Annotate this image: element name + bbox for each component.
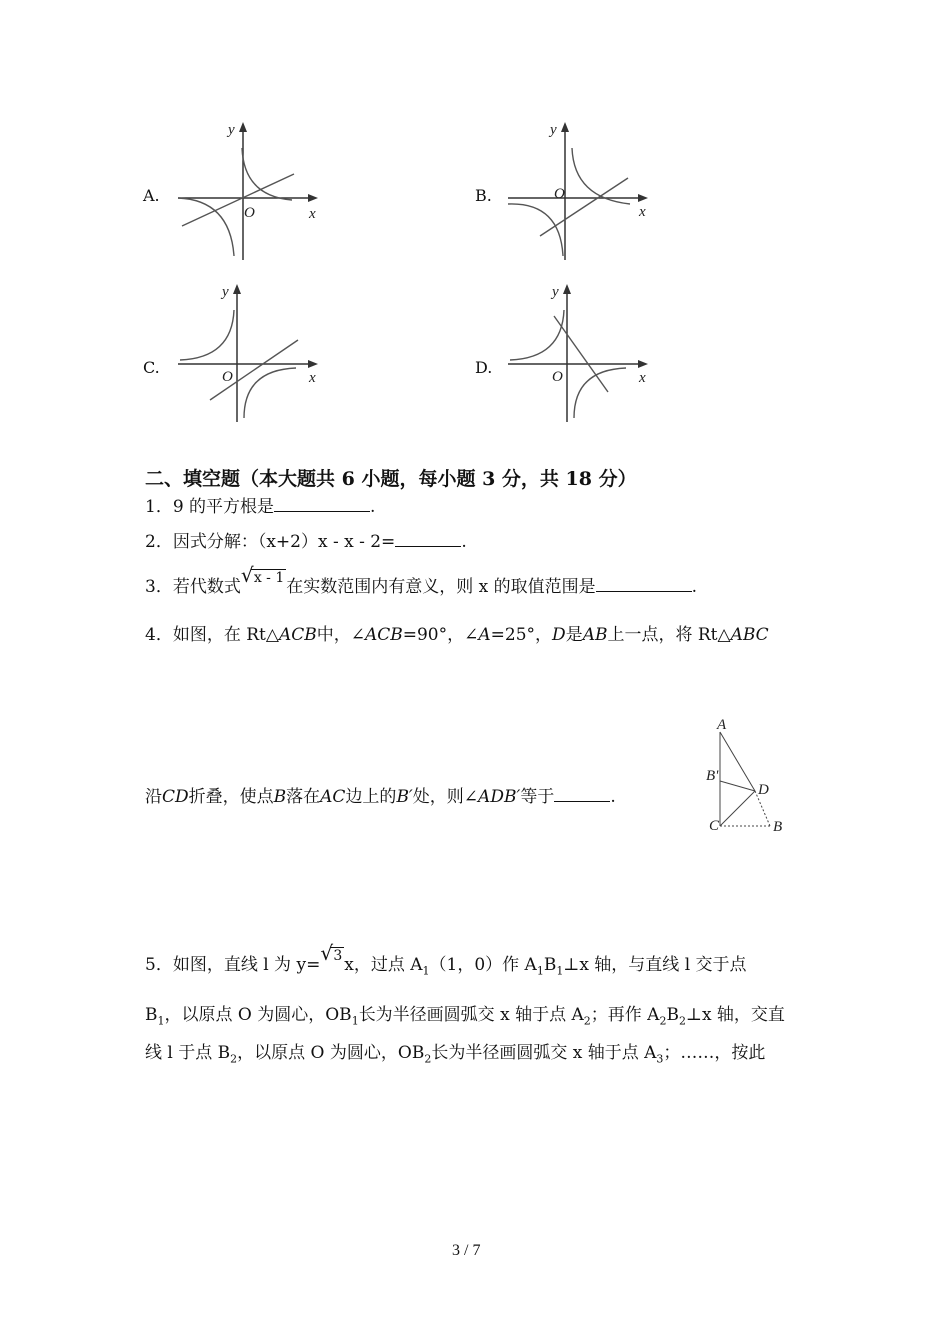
option-b-graph (500, 118, 660, 268)
question-1-end: . (370, 497, 376, 517)
q4-var: D (552, 625, 566, 645)
sqrt-3: √ 3 (320, 941, 343, 965)
q5-text: B (543, 955, 557, 975)
option-a-label: A. (143, 186, 160, 205)
question-2 (145, 527, 467, 552)
q5-sub: 1 (157, 1014, 165, 1028)
q4-text: 折叠，使点 (188, 787, 274, 807)
fig-label-bp: B' (706, 768, 719, 784)
question-4-line-1 (145, 620, 769, 645)
option-d-origin-label: O (552, 369, 563, 385)
question-5-line-1 (145, 941, 747, 978)
q4-var: CD (162, 787, 189, 807)
q4-var: ABC (730, 625, 769, 645)
option-a-y-label: y (228, 122, 235, 138)
q5-sub: 2 (583, 1014, 591, 1028)
option-a-graph (170, 118, 330, 268)
page-number: 3 / 7 (452, 1242, 481, 1259)
q5-sub: 2 (659, 1014, 667, 1028)
q5-sub: 2 (424, 1052, 432, 1066)
question-3-post: 在实数范围内有意义，则 x 的取值范围是 (286, 577, 596, 597)
question-2-end: . (461, 532, 467, 552)
answer-blank-2[interactable] (395, 530, 461, 547)
q5-text: B (666, 1005, 679, 1025)
q5-sub: 1 (351, 1014, 359, 1028)
q5-text: （1，0）作 A (429, 955, 537, 975)
sqrt-expression: √ x - 1 (240, 563, 285, 587)
q4-var: ACB (278, 625, 317, 645)
q4-text: 中，∠ (316, 625, 365, 645)
fig-label-c: C (709, 818, 720, 834)
option-c-graph (170, 280, 330, 430)
question-3-pre: 3．若代数式 (145, 577, 241, 597)
q4-text: 沿 (145, 787, 162, 807)
sqrt-3-radicand: 3 (330, 947, 344, 964)
q5-sub: 2 (678, 1014, 686, 1028)
q4-text: 处，则∠ (412, 787, 479, 807)
triangle-figure (700, 718, 800, 840)
q5-sub: 3 (656, 1052, 664, 1066)
answer-blank-3[interactable] (596, 575, 692, 592)
question-5-line-2 (145, 1000, 785, 1027)
fig-label-d: D (758, 782, 769, 798)
sqrt-radicand: x - 1 (251, 569, 286, 586)
q5-text: ；……，按此 (663, 1043, 766, 1063)
q5-sub: 1 (536, 964, 544, 978)
question-5-line-3 (145, 1038, 765, 1065)
q4-text: 等于 (520, 787, 555, 807)
question-4-line-2 (145, 782, 616, 807)
question-3-end: . (691, 577, 698, 597)
q5-text: 长为半径画圆弧交 x 轴于点 A (431, 1043, 657, 1063)
option-b-x-label: x (639, 204, 646, 220)
option-c-y-label: y (222, 284, 229, 300)
option-d-label: D. (475, 358, 493, 377)
option-d-x-label: x (639, 370, 646, 386)
question-2-text: 2．因式分解：（x+2）x - x - 2= (145, 532, 396, 552)
q5-sub: 2 (230, 1052, 238, 1066)
q4-text: 是 (565, 625, 583, 645)
q4-text: 上一点，将 Rt△ (607, 625, 731, 645)
q4-end: . (610, 787, 616, 807)
question-1 (145, 492, 375, 517)
q4-var: AB (582, 625, 608, 645)
option-b-y-label: y (550, 122, 557, 138)
q5-sub: 1 (556, 964, 564, 978)
q5-text: ⊥x 轴，交直 (685, 1005, 785, 1025)
q4-var: B′ (396, 787, 413, 807)
q4-text: 4．如图，在 Rt△ (145, 625, 279, 645)
fig-label-a: A (717, 718, 727, 733)
fig-label-b: B (773, 819, 783, 835)
q4-var: A (478, 625, 491, 645)
question-1-text: 1．9 的平方根是 (145, 497, 275, 517)
q4-text: =25°， (490, 625, 553, 645)
q5-text: 线 l 于点 B (145, 1043, 231, 1063)
option-b-label: B. (475, 186, 492, 205)
q5-text: 5．如图，直线 l 为 y= (145, 955, 321, 975)
q4-var: AC (320, 787, 346, 807)
option-a-x-label: x (309, 206, 316, 222)
q4-var: ADB′ (478, 787, 521, 807)
q5-text: ，以原点 O 为圆心，OB (164, 1005, 352, 1025)
option-b-origin-label: O (554, 186, 565, 202)
q5-text: 长为半径画圆弧交 x 轴于点 A (358, 1005, 584, 1025)
q4-var: B (273, 787, 287, 807)
answer-blank-1[interactable] (274, 495, 370, 512)
q5-text: x，过点 A (344, 955, 423, 975)
q4-text: 落在 (286, 787, 321, 807)
option-d-y-label: y (552, 284, 559, 300)
option-a-origin-label: O (244, 205, 255, 221)
answer-blank-4[interactable] (554, 785, 610, 802)
option-c-x-label: x (309, 370, 316, 386)
option-c-label: C. (143, 358, 160, 377)
q4-text: 边上的 (345, 787, 397, 807)
q5-text: ，以原点 O 为圆心，OB (237, 1043, 425, 1063)
q5-sub: 1 (422, 964, 430, 978)
option-d-graph (500, 280, 660, 430)
q5-text: ⊥x 轴，与直线 l 交于点 (563, 955, 747, 975)
question-3 (145, 563, 698, 597)
option-c-origin-label: O (222, 369, 233, 385)
q4-text: =90°，∠ (402, 625, 479, 645)
q5-text: B (145, 1005, 158, 1025)
section-title: 二、填空题（本大题共 6 小题，每小题 3 分，共 18 分） (145, 468, 637, 490)
q5-text: ；再作 A (590, 1005, 660, 1025)
q4-var: ACB (364, 625, 403, 645)
